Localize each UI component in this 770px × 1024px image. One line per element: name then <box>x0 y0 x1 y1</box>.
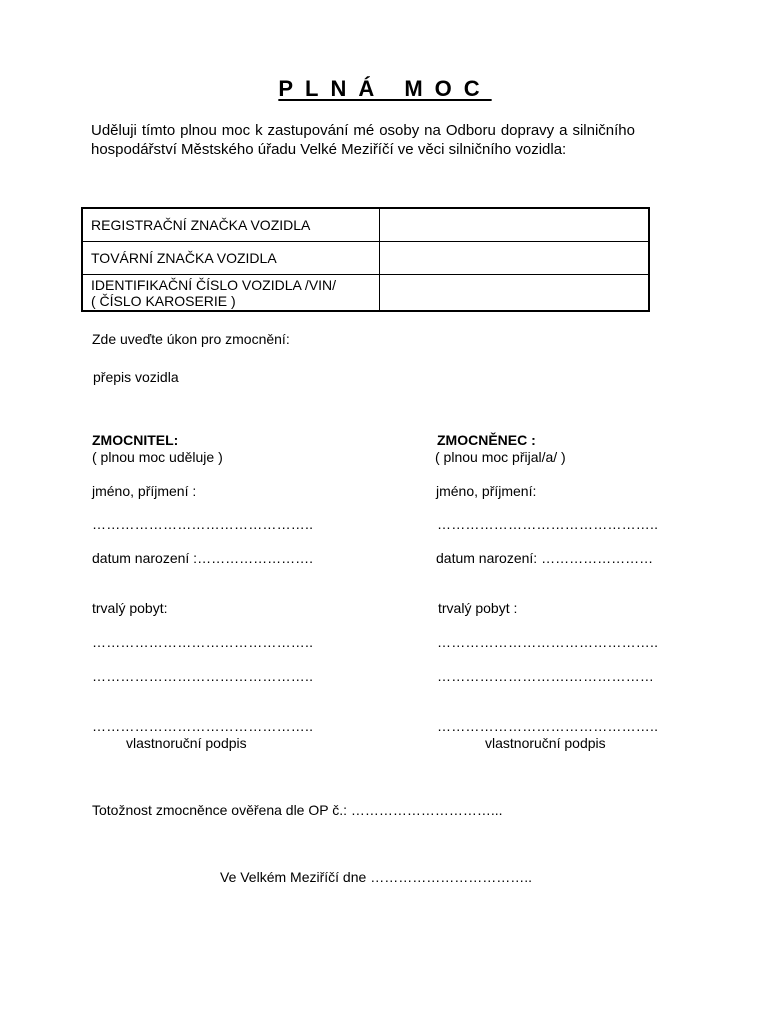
grantor-birth-label: datum narození : <box>92 550 198 566</box>
action-value: přepis vozidla <box>93 369 179 385</box>
grantee-birth-field[interactable]: …………………… <box>541 550 654 566</box>
table-row <box>82 208 649 242</box>
grantor-birth-row <box>92 550 313 566</box>
grantee-address-label: trvalý pobyt : <box>438 600 518 616</box>
grantee-birth-label: datum narození: <box>436 550 538 566</box>
grantee-signature-field[interactable]: ……………………………………….. <box>437 718 659 734</box>
table-row <box>82 242 649 275</box>
place-date-label: Ve Velkém Meziříčí dne <box>220 869 367 885</box>
grantor-name-label: jméno, příjmení : <box>92 483 197 499</box>
document-title: PLNÁ MOC <box>278 76 492 101</box>
grantor-address-field-2[interactable]: ……………………………………….. <box>92 668 314 684</box>
grantee-name-field[interactable]: ……………………………………….. <box>437 516 659 532</box>
vehicle-make-label: TOVÁRNÍ ZNAČKA VOZIDLA <box>82 242 380 275</box>
vehicle-make-field[interactable] <box>380 242 650 275</box>
action-prompt: Zde uveďte úkon pro zmocnění: <box>92 331 290 347</box>
identity-field[interactable]: …………………………... <box>350 802 503 818</box>
grantor-name-field[interactable]: ……………………………………….. <box>92 516 314 532</box>
grantor-signature-field[interactable]: ……………………………………….. <box>92 718 314 734</box>
grantor-address-label: trvalý pobyt: <box>92 600 168 616</box>
vin-label-line2: ( ČÍSLO KAROSERIE ) <box>91 292 236 309</box>
place-date-row <box>220 869 532 885</box>
grantee-birth-row <box>436 550 653 566</box>
grantee-heading: ZMOCNĚNEC : <box>437 432 536 448</box>
grantor-birth-field[interactable]: ……………………. <box>197 550 313 566</box>
grantor-subheading: ( plnou moc uděluje ) <box>92 449 223 465</box>
place-date-field[interactable]: …………………………….. <box>370 869 532 885</box>
table-row <box>82 275 649 312</box>
grantee-name-label: jméno, příjmení: <box>436 483 537 499</box>
intro-paragraph: Uděluji tímto plnou moc k zastupování mé osoby na Odboru dopravy a silničního hospodářství Městského úřadu Velké Meziříčí ve věci silničního vozidla: <box>91 122 635 158</box>
grantee-address-field-2[interactable]: ……………………….……………… <box>437 668 655 684</box>
grantee-subheading: ( plnou moc přijal/a/ ) <box>435 449 566 465</box>
grantor-address-field-1[interactable]: ……………………………………….. <box>92 634 314 650</box>
vehicle-table <box>81 207 650 312</box>
grantor-heading: ZMOCNITEL: <box>92 432 179 448</box>
registration-plate-field[interactable] <box>380 208 650 242</box>
vin-field[interactable] <box>380 275 650 312</box>
identity-label: Totožnost zmocněnce ověřena dle OP č.: <box>92 802 347 818</box>
registration-plate-label: REGISTRAČNÍ ZNAČKA VOZIDLA <box>82 208 380 242</box>
grantor-signature-label: vlastnoruční podpis <box>126 735 247 751</box>
grantee-signature-label: vlastnoruční podpis <box>485 735 606 751</box>
identity-row <box>92 802 503 818</box>
vin-label <box>82 275 380 312</box>
vin-label-line1: IDENTIFIKAČNÍ ČÍSLO VOZIDLA /VIN/ <box>91 276 337 293</box>
grantee-address-field-1[interactable]: ……………………………………….. <box>437 634 659 650</box>
